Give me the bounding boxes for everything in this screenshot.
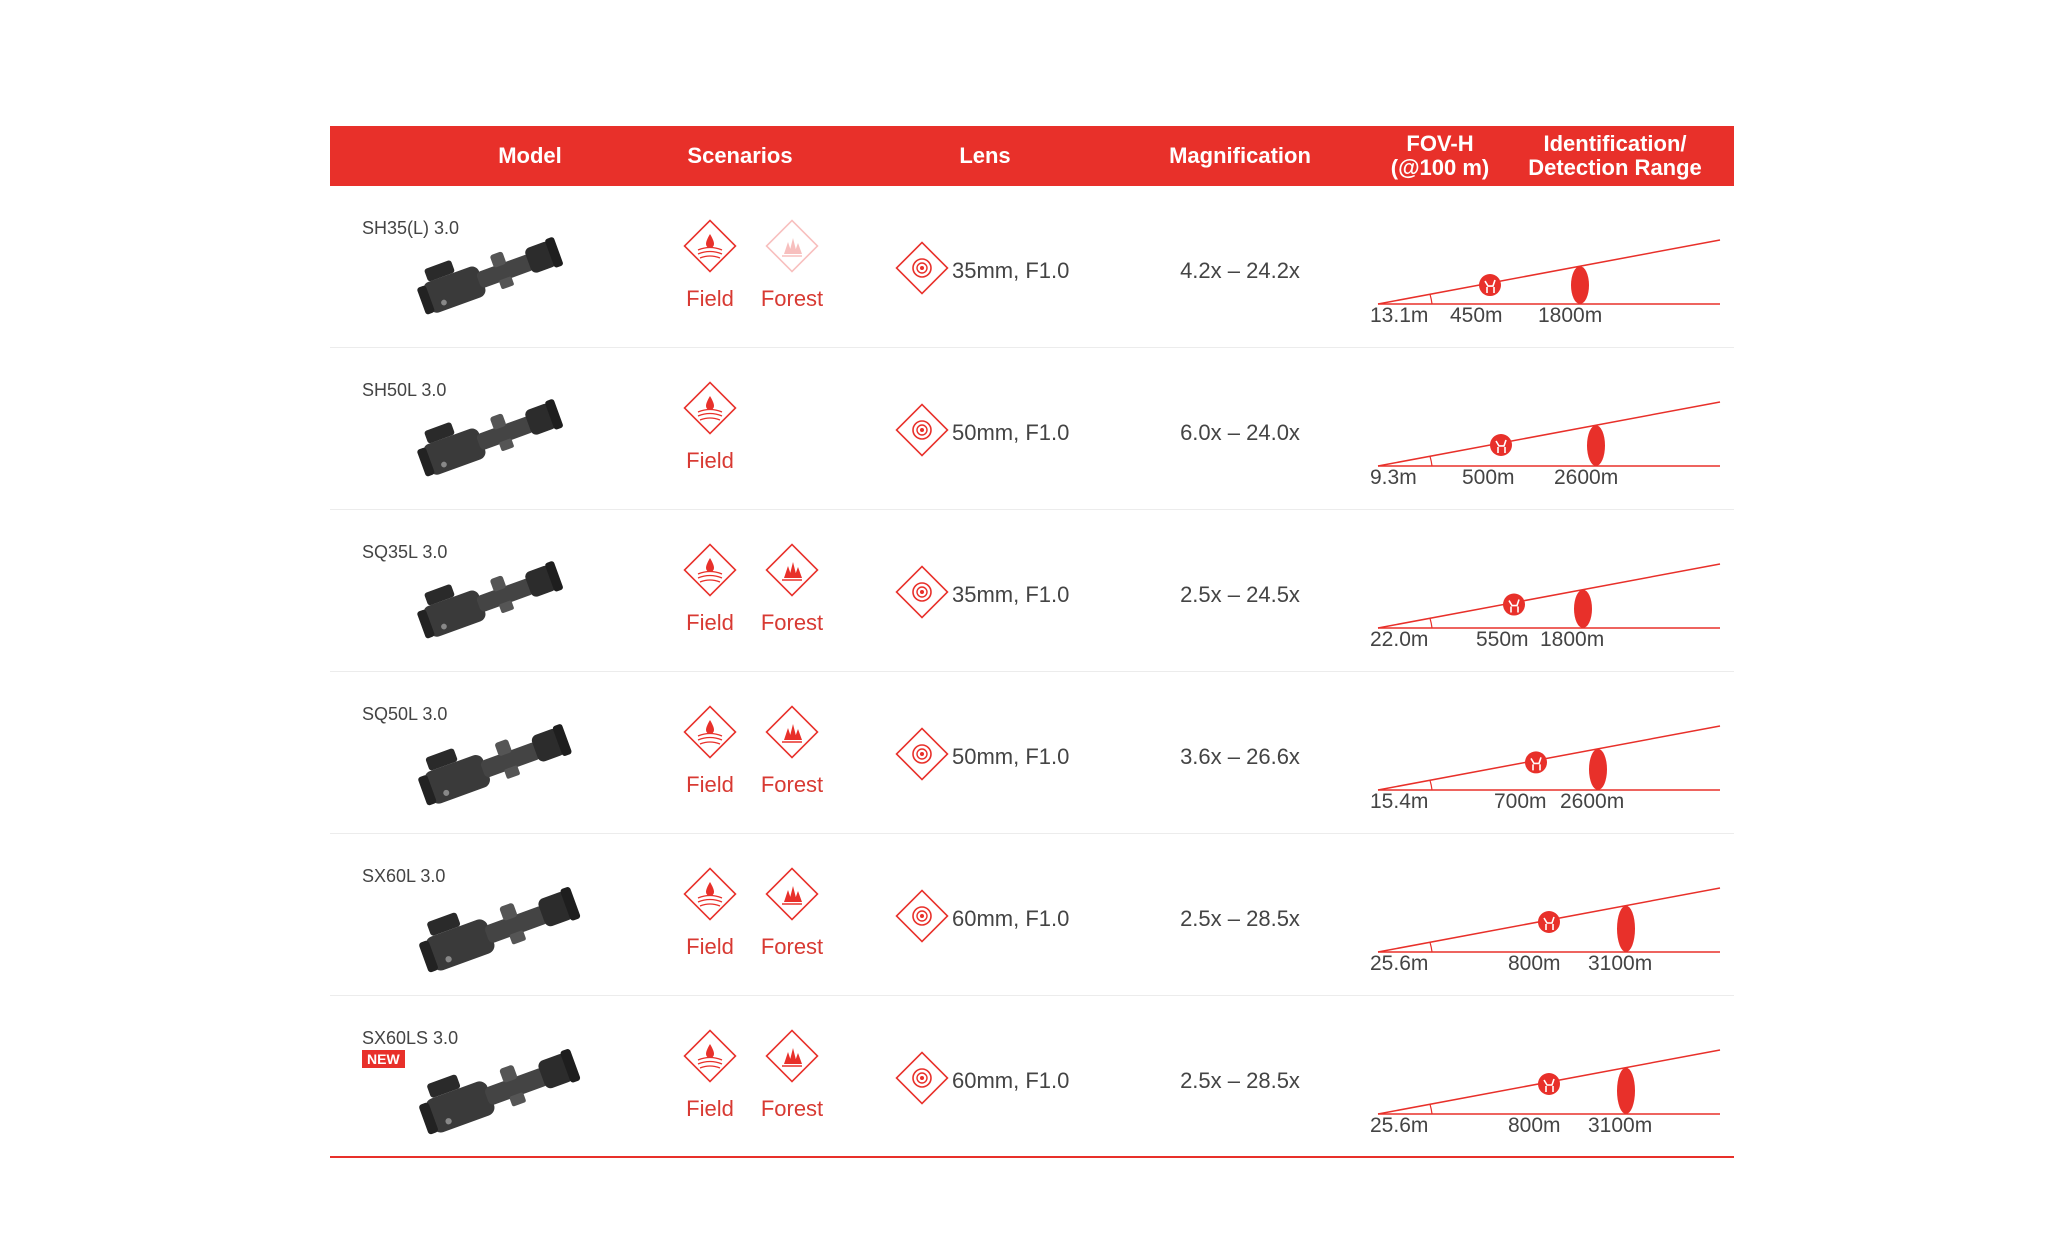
- deer-icon: [1525, 751, 1547, 773]
- fov-value: 25.6m: [1370, 952, 1429, 975]
- table-header: [330, 126, 1734, 186]
- scenario-field: [670, 538, 750, 648]
- detection-target: [1617, 906, 1635, 952]
- table-row: [330, 186, 1734, 348]
- table-row: [330, 510, 1734, 672]
- model-name: SQ50L 3.0: [362, 704, 448, 724]
- magnification-value: 2.5x – 28.5x: [1180, 1068, 1300, 1093]
- scenario-forest: [752, 862, 832, 972]
- scenario-label: Field: [686, 610, 734, 635]
- scope-image: [400, 382, 580, 492]
- lens-icon: [890, 236, 954, 300]
- table-row: [330, 996, 1734, 1158]
- scenario-label: Field: [686, 934, 734, 959]
- table-row: [330, 834, 1734, 996]
- lens-spec: 50mm, F1.0: [952, 420, 1070, 445]
- fov-value: 22.0m: [1370, 628, 1429, 651]
- scenario-forest: [752, 214, 832, 324]
- lens-icon: [890, 560, 954, 624]
- detection-target: [1587, 425, 1605, 466]
- detection-target: [1574, 590, 1592, 628]
- scenario-label: Forest: [760, 772, 824, 797]
- scenario-label: Forest: [760, 934, 824, 959]
- lens-icon: [890, 398, 954, 462]
- detection-range: 2600m: [1560, 790, 1625, 813]
- header-range: [1505, 126, 1725, 186]
- table-body: [330, 186, 1734, 1158]
- scenario-label: Forest: [760, 610, 824, 635]
- scenario-label: Field: [686, 1096, 734, 1121]
- scenario-field: [670, 862, 750, 972]
- detection-range: 2600m: [1554, 466, 1619, 489]
- table-row: [330, 348, 1734, 510]
- magnification-value: 2.5x – 28.5x: [1180, 906, 1300, 931]
- scenario-field: [670, 1024, 750, 1134]
- scope-image: [400, 220, 580, 330]
- model-name: SQ35L 3.0: [362, 542, 448, 562]
- detection-target: [1617, 1068, 1635, 1114]
- detection-range: 1800m: [1540, 628, 1605, 651]
- magnification-value: 4.2x – 24.2x: [1180, 258, 1300, 283]
- detection-target: [1589, 749, 1607, 790]
- lens-spec: 35mm, F1.0: [952, 582, 1070, 607]
- identification-range: 450m: [1450, 304, 1503, 327]
- lens-icon: [890, 722, 954, 786]
- deer-icon: [1503, 594, 1525, 616]
- header-fov-line1: FOV-H: [1406, 131, 1474, 156]
- header-magnification: Magnification: [1169, 143, 1311, 168]
- range-diagram: [1370, 378, 1730, 508]
- identification-range: 550m: [1476, 628, 1529, 651]
- scenario-label: Field: [686, 448, 734, 473]
- scenario-field: [670, 376, 750, 486]
- new-badge: NEW: [362, 1050, 405, 1068]
- scenario-label: Forest: [760, 1096, 824, 1121]
- magnification-value: 6.0x – 24.0x: [1180, 420, 1300, 445]
- lens-icon: [890, 1046, 954, 1110]
- scenario-forest: [752, 538, 832, 648]
- detection-target: [1571, 266, 1589, 304]
- header-fov-line2: (@100 m): [1390, 155, 1490, 180]
- header-range-line1: Identification/: [1543, 131, 1687, 156]
- fov-value: 15.4m: [1370, 790, 1429, 813]
- detection-range: 3100m: [1588, 1114, 1653, 1137]
- lens-spec: 60mm, F1.0: [952, 1068, 1070, 1093]
- lens-spec: 50mm, F1.0: [952, 744, 1070, 769]
- scenario-label: Forest: [760, 286, 824, 311]
- model-name: SX60L 3.0: [362, 866, 446, 886]
- range-cell: [1370, 378, 1730, 508]
- model-name: SH35(L) 3.0: [362, 218, 460, 238]
- identification-range: 500m: [1462, 466, 1515, 489]
- scenario-forest: [752, 700, 832, 810]
- header-scenarios: Scenarios: [687, 143, 793, 168]
- magnification-value: 2.5x – 24.5x: [1180, 582, 1300, 607]
- fov-value: 13.1m: [1370, 304, 1429, 327]
- scope-image: [400, 544, 580, 654]
- model-name: SX60LS 3.0: [362, 1028, 459, 1048]
- header-lens: Lens: [959, 143, 1011, 168]
- identification-range: 700m: [1494, 790, 1547, 813]
- deer-icon: [1538, 911, 1560, 933]
- lens-spec: 35mm, F1.0: [952, 258, 1070, 283]
- identification-range: 800m: [1508, 952, 1561, 975]
- fov-value: 9.3m: [1370, 466, 1417, 489]
- scenario-field: [670, 214, 750, 324]
- header-fov: [1370, 126, 1510, 186]
- scenario-label: Field: [686, 772, 734, 797]
- deer-icon: [1538, 1073, 1560, 1095]
- scope-image: [400, 706, 580, 816]
- identification-range: 800m: [1508, 1114, 1561, 1137]
- deer-icon: [1479, 274, 1501, 296]
- scenario-field: [670, 700, 750, 810]
- detection-range: 1800m: [1538, 304, 1603, 327]
- header-range-line2: Detection Range: [1528, 155, 1702, 180]
- lens-icon: [890, 884, 954, 948]
- deer-icon: [1490, 434, 1512, 456]
- scenario-forest: [752, 1024, 832, 1134]
- header-model: Model: [498, 143, 562, 168]
- fov-value: 25.6m: [1370, 1114, 1429, 1137]
- model-name: SH50L 3.0: [362, 380, 447, 400]
- scope-image: [400, 868, 580, 978]
- lens-spec: 60mm, F1.0: [952, 906, 1070, 931]
- comparison-table: [330, 126, 1734, 1158]
- detection-range: 3100m: [1588, 952, 1653, 975]
- scope-image: [400, 1030, 580, 1140]
- scenario-label: Field: [686, 286, 734, 311]
- table-row: [330, 672, 1734, 834]
- magnification-value: 3.6x – 26.6x: [1180, 744, 1300, 769]
